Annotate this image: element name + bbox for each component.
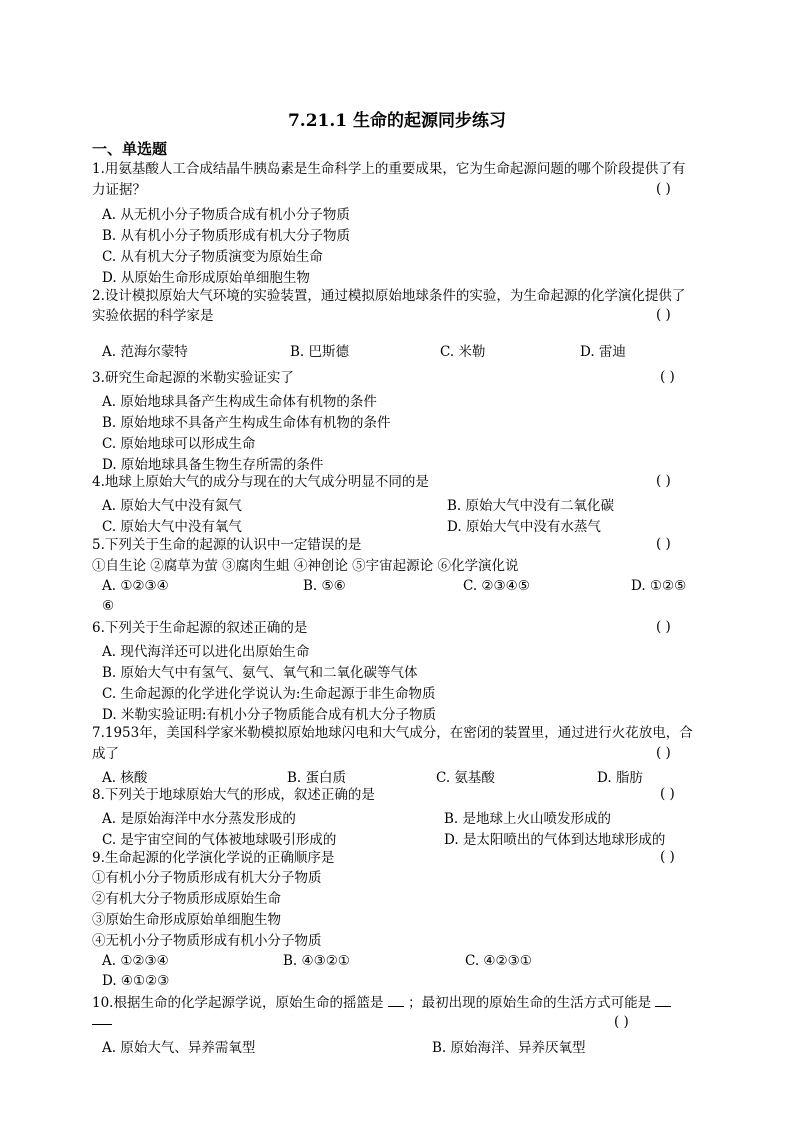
question-6-option-a: A. 现代海洋还可以进化出原始生命 bbox=[102, 644, 310, 660]
question-4-option-d: D. 原始大气中没有水蒸气 bbox=[447, 519, 601, 535]
question-9-step-2: ②有机大分子物质形成原始生命 bbox=[92, 891, 281, 907]
question-5-option-c: C. ②③④⑤ bbox=[463, 578, 530, 594]
question-4-option-c: C. 原始大气中没有氧气 bbox=[102, 519, 242, 535]
question-10-text bbox=[92, 994, 671, 1012]
question-8-option-d: D. 是太阳喷出的气体到达地球形成的 bbox=[444, 832, 666, 848]
question-4-text: 4.地球上原始大气的成分与现在的大气成分明显不同的是 bbox=[92, 474, 429, 490]
question-1-text-line2: 力证据？ bbox=[92, 182, 146, 198]
question-2-option-a: A. 范海尔蒙特 bbox=[102, 344, 188, 360]
question-10-text-part1: 10.根据生命的化学起源学说，原始生命的摇篮是 bbox=[92, 995, 384, 1011]
question-2-answer-paren: ( ) bbox=[656, 307, 671, 323]
question-10-blank-1 bbox=[388, 994, 404, 1007]
question-8-option-c: C. 是宇宙空间的气体被地球吸引形成的 bbox=[102, 832, 337, 848]
question-7-text-line2: 成了 bbox=[92, 746, 119, 762]
question-7-option-d: D. 脂肪 bbox=[597, 770, 643, 786]
question-10-answer-paren: ( ) bbox=[614, 1014, 629, 1030]
question-3-option-a: A. 原始地球具备产生构成生命体有机物的条件 bbox=[102, 394, 377, 410]
question-5-items: ①自生论 ②腐草为萤 ③腐肉生蛆 ④神创论 ⑤宇宙起源论 ⑥化学演化说 bbox=[92, 558, 519, 574]
question-5-answer-paren: ( ) bbox=[656, 536, 671, 552]
question-9-answer-paren: ( ) bbox=[660, 849, 675, 865]
question-7-option-c: C. 氨基酸 bbox=[436, 770, 495, 786]
question-8-text: 8.下列关于地球原始大气的形成，叙述正确的是 bbox=[92, 787, 375, 803]
question-1-option-d: D. 从原始生命形成原始单细胞生物 bbox=[102, 270, 310, 286]
question-8-option-a: A. 是原始海洋中水分蒸发形成的 bbox=[102, 811, 296, 827]
question-4-option-a: A. 原始大气中没有氮气 bbox=[102, 498, 242, 514]
question-6-option-c: C. 生命起源的化学进化学说认为:生命起源于非生命物质 bbox=[102, 686, 436, 702]
question-9-step-3: ③原始生命形成原始单细胞生物 bbox=[92, 912, 281, 928]
question-5-option-b: B. ⑤⑥ bbox=[303, 578, 346, 594]
question-10-option-a: A. 原始大气、异养需氧型 bbox=[102, 1040, 256, 1056]
question-3-option-b: B. 原始地球不具备产生构成生命体有机物的条件 bbox=[102, 415, 391, 431]
question-9-option-d: D. ④①②③ bbox=[102, 973, 170, 989]
question-7-text-line1: 7.1953年，美国科学家米勒模拟原始地球闪电和大气成分，在密闭的装置里，通过进行火花放电，合 bbox=[92, 725, 693, 741]
question-2-option-b: B. 巴斯德 bbox=[290, 344, 350, 360]
question-9-step-4: ④无机小分子物质形成有机小分子物质 bbox=[92, 933, 322, 949]
question-6-text: 6.下列关于生命起源的叙述正确的是 bbox=[92, 620, 308, 636]
question-3-option-c: C. 原始地球可以形成生命 bbox=[102, 436, 256, 452]
question-1-answer-paren: ( ) bbox=[656, 181, 671, 197]
question-2-option-d: D. 雷迪 bbox=[580, 344, 626, 360]
question-4-answer-paren: ( ) bbox=[656, 473, 671, 489]
section-heading: 一、单选题 bbox=[92, 140, 168, 158]
question-6-option-d: D. 米勒实验证明:有机小分子物质能合成有机大分子物质 bbox=[102, 707, 436, 723]
question-9-option-c: C. ④②③① bbox=[465, 953, 532, 969]
question-3-answer-paren: ( ) bbox=[660, 369, 675, 385]
question-4-option-b: B. 原始大气中没有二氧化碳 bbox=[447, 498, 615, 514]
question-5-option-d-continued: ⑥ bbox=[102, 598, 115, 614]
question-9-text: 9.生命起源的化学演化学说的正确顺序是 bbox=[92, 850, 335, 866]
question-7-option-b: B. 蛋白质 bbox=[287, 770, 347, 786]
question-1-text-line1: 1.用氨基酸人工合成结晶牛胰岛素是生命科学上的重要成果，它为生命起源问题的哪个阶段提供了有 bbox=[92, 161, 686, 177]
question-6-option-b: B. 原始大气中有氢气、氨气、氧气和二氧化碳等气体 bbox=[102, 665, 418, 681]
question-5-text: 5.下列关于生命的起源的认识中一定错误的是 bbox=[92, 537, 362, 553]
question-10-blank-continued bbox=[92, 1012, 112, 1030]
question-6-answer-paren: ( ) bbox=[656, 619, 671, 635]
question-5-option-d: D. ①②⑤ bbox=[631, 578, 687, 594]
document-title: 7.21.1 生命的起源同步练习 bbox=[287, 111, 507, 131]
question-1-option-b: B. 从有机小分子物质形成有机大分子物质 bbox=[102, 228, 351, 244]
question-9-option-b: B. ④③②① bbox=[283, 953, 350, 969]
question-3-option-d: D. 原始地球具备生物生存所需的条件 bbox=[102, 457, 324, 473]
question-8-answer-paren: ( ) bbox=[660, 786, 675, 802]
question-8-option-b: B. 是地球上火山喷发形成的 bbox=[444, 811, 612, 827]
question-10-option-b: B. 原始海洋、异养厌氧型 bbox=[432, 1040, 586, 1056]
question-9-option-a: A. ①②③④ bbox=[102, 953, 169, 969]
question-2-text-line2: 实验依据的科学家是 bbox=[92, 308, 214, 324]
question-1-option-a: A. 从无机小分子物质合成有机小分子物质 bbox=[102, 207, 350, 223]
question-2-text-line1: 2.设计模拟原始大气环境的实验装置，通过模拟原始地球条件的实验，为生命起源的化学演化提供了 bbox=[92, 288, 686, 304]
question-1-option-c: C. 从有机大分子物质演变为原始生命 bbox=[102, 249, 323, 265]
question-3-text: 3.研究生命起源的米勒实验证实了 bbox=[92, 370, 294, 386]
question-10-blank-2 bbox=[655, 994, 671, 1007]
question-7-answer-paren: ( ) bbox=[656, 745, 671, 761]
question-2-option-c: C. 米勒 bbox=[440, 344, 486, 360]
question-7-option-a: A. 核酸 bbox=[102, 770, 148, 786]
question-5-option-a: A. ①②③④ bbox=[102, 578, 169, 594]
question-9-step-1: ①有机小分子物质形成有机大分子物质 bbox=[92, 870, 322, 886]
question-10-text-part2: ；最初出现的原始生命的生活方式可能是 bbox=[408, 995, 652, 1011]
